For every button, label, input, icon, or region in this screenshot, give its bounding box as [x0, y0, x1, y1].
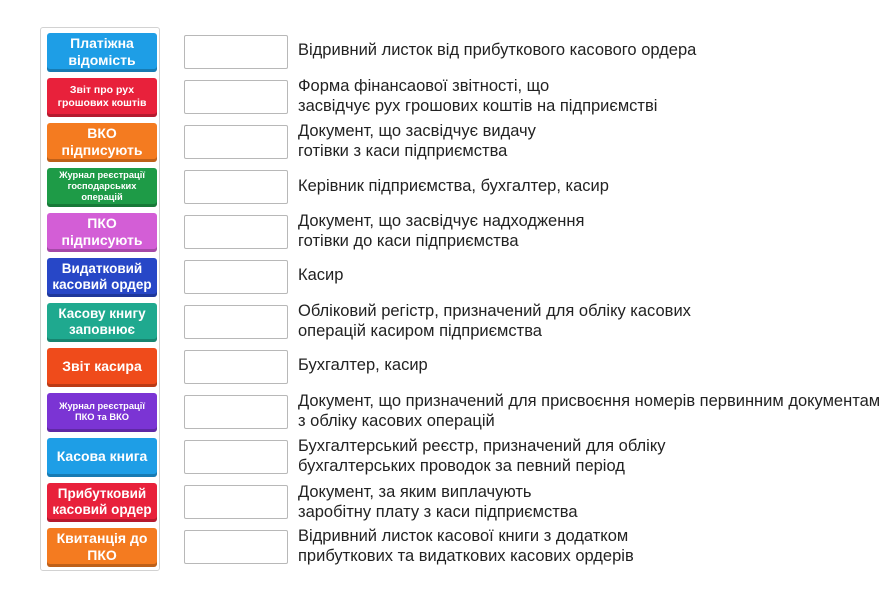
- description-7: [298, 301, 778, 341]
- description-line: Документ, що призначений для присвоєння номерів первинним документам: [298, 392, 880, 410]
- drop-box-12[interactable]: [184, 530, 288, 564]
- description-12: [298, 526, 778, 566]
- description-line: операцій касиром підприємства: [298, 322, 542, 340]
- drop-box-1[interactable]: [184, 35, 288, 69]
- description-line: з обліку касових операцій: [298, 412, 495, 430]
- drop-box-7[interactable]: [184, 305, 288, 339]
- description-line: готівки до каси підприємства: [298, 232, 519, 250]
- description-line: Документ, за яким виплачують: [298, 483, 532, 501]
- drop-box-10[interactable]: [184, 440, 288, 474]
- description-line: Документ, що засвідчує видачу: [298, 122, 536, 140]
- description-line: засвідчує рух грошових коштів на підприємстві: [298, 97, 658, 115]
- drop-box-8[interactable]: [184, 350, 288, 384]
- description-line: Форма фінансаової звітності, що: [298, 77, 550, 95]
- description-6: Касир: [298, 266, 344, 284]
- description-line: Обліковий регістр, призначений для обліку касових: [298, 302, 691, 320]
- description-line: готівки з каси підприємства: [298, 142, 508, 160]
- drop-box-5[interactable]: [184, 215, 288, 249]
- description-line: Відривний листок касової книги з додатком: [298, 527, 629, 545]
- description-line: заробітну плату з каси підприємства: [298, 503, 578, 521]
- tile-pko-receipt[interactable]: [47, 528, 157, 567]
- tile-label: Звіт касира: [62, 358, 142, 375]
- drop-box-3[interactable]: [184, 125, 288, 159]
- description-line: Документ, що засвідчує надходження: [298, 212, 585, 230]
- drop-box-4[interactable]: [184, 170, 288, 204]
- description-line: бухгалтерських проводок за певний період: [298, 457, 625, 475]
- tile-business-operations-journal[interactable]: [47, 168, 157, 207]
- drop-box-2[interactable]: [184, 80, 288, 114]
- tile-vko-signed-by[interactable]: [47, 123, 157, 162]
- tile-label: Журнал реєстрації ПКО та ВКО: [59, 400, 145, 422]
- description-10: [298, 436, 778, 476]
- description-9: [298, 391, 880, 431]
- tile-cash-book-filled-by[interactable]: [47, 303, 157, 342]
- tile-receipt-cash-order[interactable]: [47, 483, 157, 522]
- tile-cash-book[interactable]: [47, 438, 157, 477]
- description-1: Відривний листок від прибуткового касового ордера: [298, 41, 697, 59]
- tile-label: Платіжна відомість: [68, 35, 136, 68]
- tile-label: ВКО підписують: [61, 125, 143, 158]
- tile-bank: [40, 27, 160, 571]
- description-11: [298, 482, 778, 522]
- description-line: прибуткових та видаткових касових ордерів: [298, 547, 634, 565]
- drop-box-9[interactable]: [184, 395, 288, 429]
- tile-cash-flow-report[interactable]: [47, 78, 157, 117]
- description-2: [298, 76, 778, 116]
- tile-label: Видатковий касовий ордер: [52, 260, 152, 292]
- tile-label: Квитанція до ПКО: [56, 530, 148, 563]
- tile-label: Касова книга: [56, 448, 148, 465]
- tile-label: Журнал реєстрації господарських операцій: [59, 170, 145, 202]
- tile-pko-vko-register-journal[interactable]: [47, 393, 157, 432]
- tile-payroll-statement[interactable]: [47, 33, 157, 72]
- description-3: [298, 121, 778, 161]
- description-8: Бухгалтер, касир: [298, 356, 428, 374]
- drop-box-6[interactable]: [184, 260, 288, 294]
- tile-label: Прибутковий касовий ордер: [52, 485, 152, 517]
- tile-expense-cash-order[interactable]: [47, 258, 157, 297]
- tile-label: Касову книгу заповнює: [58, 305, 146, 337]
- description-5: [298, 211, 778, 251]
- tile-cashier-report[interactable]: [47, 348, 157, 387]
- tile-label: Звіт про рух грошових коштів: [57, 84, 147, 109]
- description-line: Бухгалтерський реєстр, призначений для обліку: [298, 437, 666, 455]
- tile-pko-signed-by[interactable]: [47, 213, 157, 252]
- drop-box-11[interactable]: [184, 485, 288, 519]
- tile-label: ПКО підписують: [61, 215, 143, 248]
- description-4: Керівник підприємства, бухгалтер, касир: [298, 177, 609, 195]
